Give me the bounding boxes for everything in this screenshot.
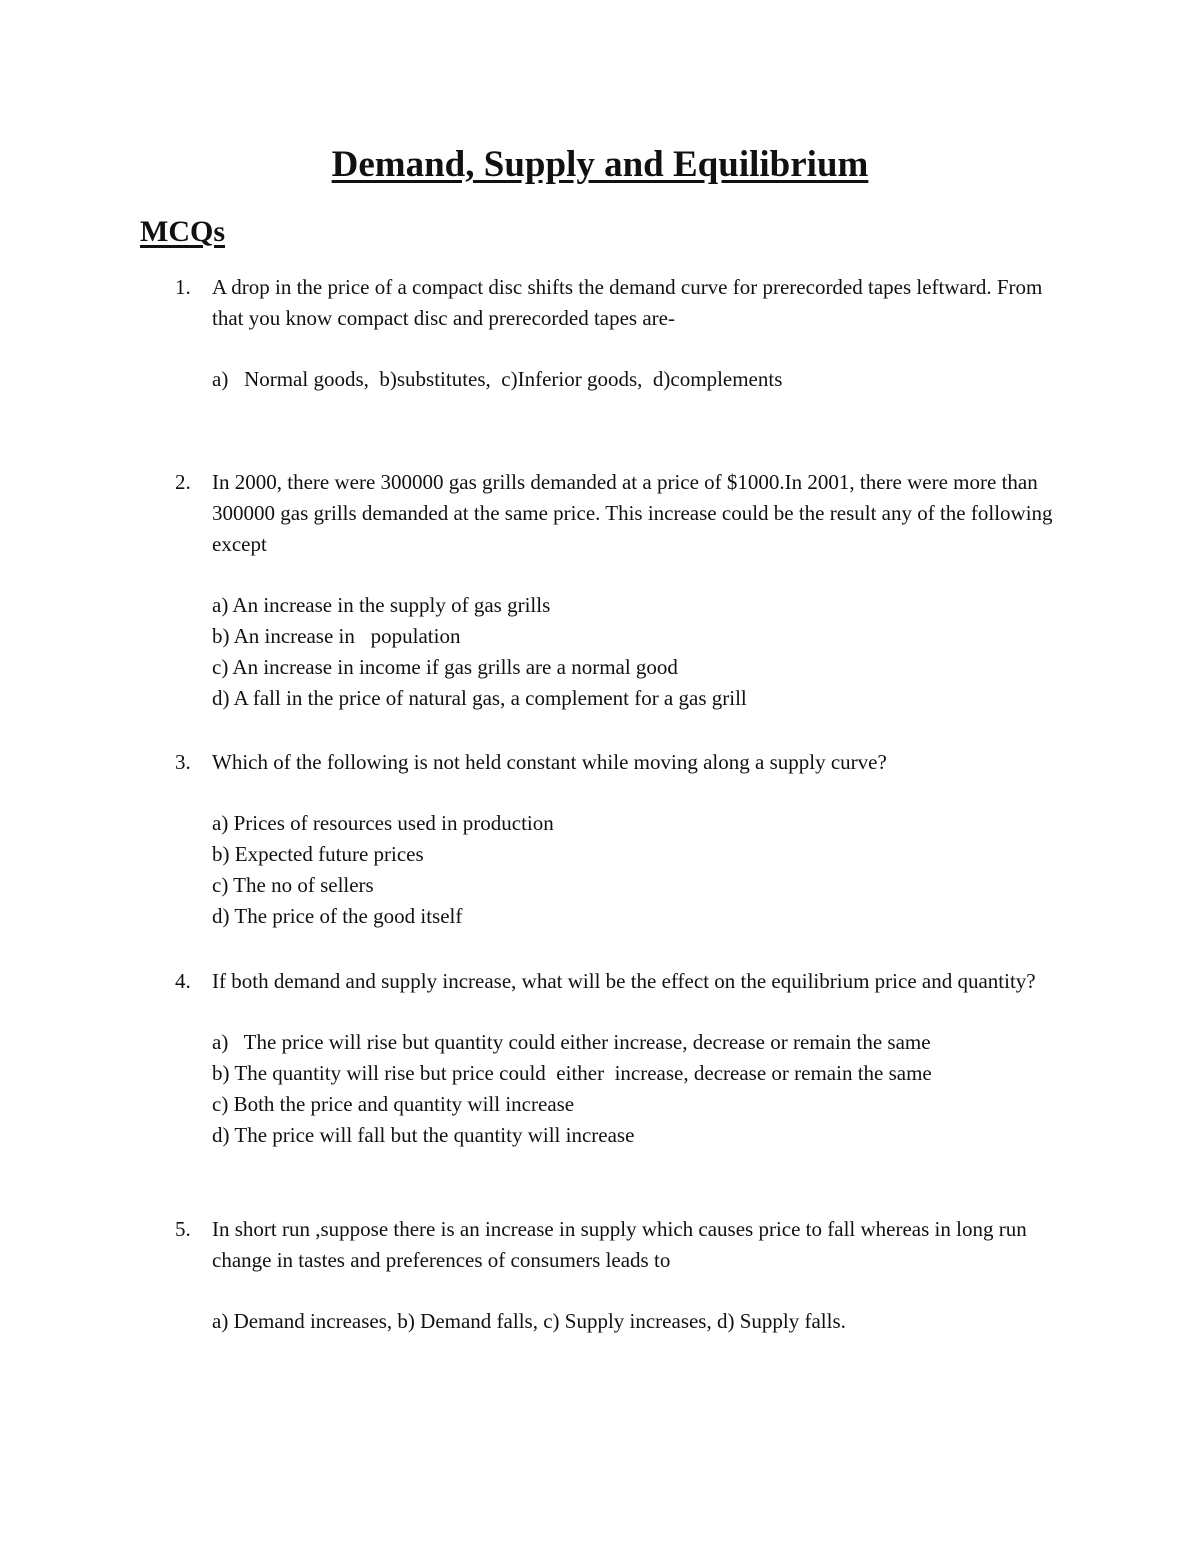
answer-options (212, 1027, 1075, 1151)
answer-option: d) The price will fall but the quantity will increase (212, 1123, 635, 1147)
question-number: 1. (175, 275, 191, 299)
answer-option: d) The price of the good itself (212, 904, 463, 928)
answer-option: a) The price will rise but quantity could either increase, decrease or remain the same (212, 1030, 931, 1054)
answer-options (212, 590, 1075, 714)
question-text: A drop in the price of a compact disc shifts the demand curve for prerecorded tapes leftward. From that you know compact disc and prerecorded tapes are- (212, 275, 1043, 330)
question-text: If both demand and supply increase, what will be the effect on the equilibrium price and quantity? (212, 969, 1036, 993)
question-number: 2. (175, 470, 191, 494)
question-4 (175, 966, 1075, 1151)
answer-option: c) The no of sellers (212, 873, 374, 897)
question-5 (175, 1214, 1075, 1337)
question-1 (175, 272, 1075, 395)
question-text: In 2000, there were 300000 gas grills demanded at a price of $1000.In 2001, there were more than 300000 gas grills demanded at the same price. This increase could be the result any of the following except (212, 470, 1053, 556)
answer-option: a) An increase in the supply of gas grills (212, 593, 551, 617)
question-number: 5. (175, 1217, 191, 1241)
answer-option: c) An increase in income if gas grills are a normal good (212, 655, 678, 679)
answer-options (212, 364, 1075, 395)
question-3 (175, 747, 1075, 932)
answer-option: d) A fall in the price of natural gas, a complement for a gas grill (212, 686, 747, 710)
answer-option: a) Normal goods, b)substitutes, c)Inferior goods, d)complements (212, 367, 783, 391)
answer-option: a) Demand increases, b) Demand falls, c) Supply increases, d) Supply falls. (212, 1309, 846, 1333)
section-heading-mcqs: MCQs (140, 215, 225, 248)
answer-option: c) Both the price and quantity will increase (212, 1092, 575, 1116)
answer-options (212, 808, 1075, 932)
answer-options (212, 1306, 1075, 1337)
answer-option: b) An increase in population (212, 624, 461, 648)
answer-option: a) Prices of resources used in production (212, 811, 554, 835)
document-title: Demand, Supply and Equilibrium (331, 144, 869, 185)
question-text: In short run ,suppose there is an increase in supply which causes price to fall whereas in long run change in tastes and preferences of consumers leads to (212, 1217, 1027, 1272)
question-2 (175, 467, 1075, 714)
question-number: 4. (175, 969, 191, 993)
answer-option: b) The quantity will rise but price could either increase, decrease or remain the same (212, 1061, 932, 1085)
answer-option: b) Expected future prices (212, 842, 424, 866)
question-text: Which of the following is not held constant while moving along a supply curve? (212, 750, 887, 774)
question-number: 3. (175, 750, 191, 774)
